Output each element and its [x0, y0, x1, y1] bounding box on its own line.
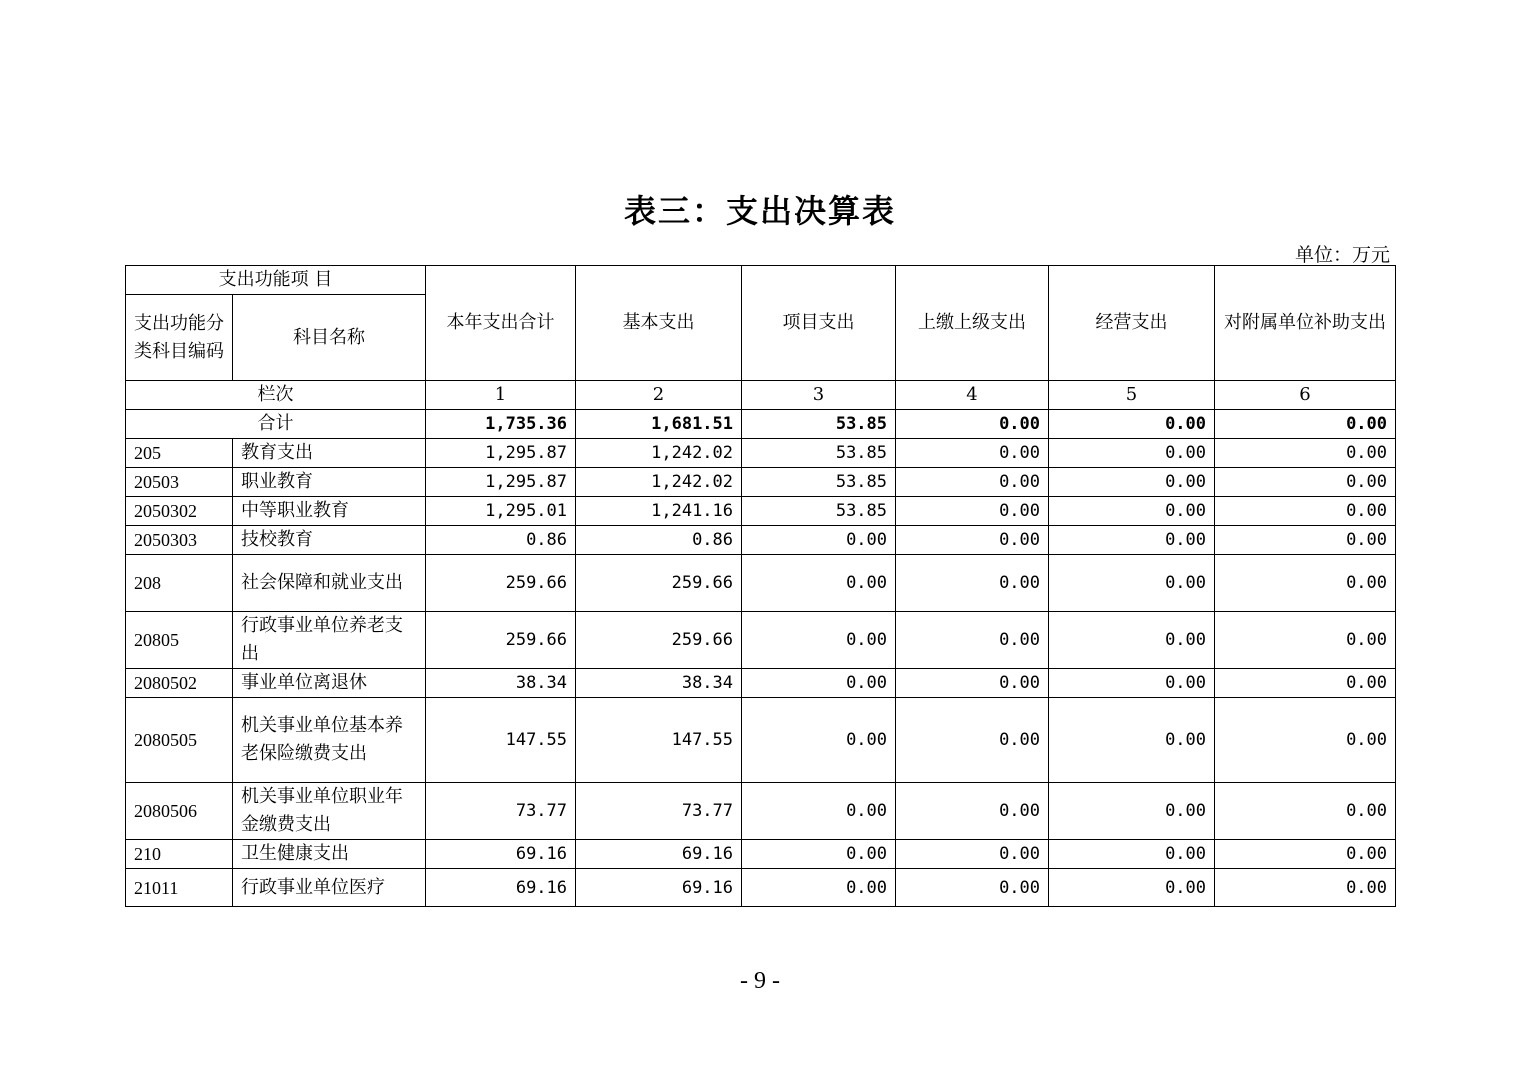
subject-code: 205: [126, 439, 233, 468]
amount-cell: 0.00: [1215, 869, 1396, 907]
total-value: 1,735.36: [426, 410, 576, 439]
amount-cell: 38.34: [576, 669, 742, 698]
amount-cell: 0.86: [426, 526, 576, 555]
amount-cell: 0.86: [576, 526, 742, 555]
name-col-header: 科目名称: [233, 295, 426, 381]
table-row: [126, 669, 1396, 698]
amount-cell: 0.00: [1215, 669, 1396, 698]
row-index-6: 6: [1215, 381, 1396, 410]
function-item-header: 支出功能项 目: [126, 266, 426, 295]
amount-cell: 0.00: [1215, 468, 1396, 497]
subject-code: 2080506: [126, 783, 233, 840]
amount-cell: 0.00: [742, 669, 896, 698]
subject-code: 208: [126, 555, 233, 612]
amount-cell: 69.16: [576, 869, 742, 907]
amount-cell: 0.00: [1049, 869, 1215, 907]
row-index-row: [126, 381, 1396, 410]
subject-code: 2080502: [126, 669, 233, 698]
subject-name: 中等职业教育: [233, 497, 426, 526]
amount-cell: 0.00: [896, 783, 1049, 840]
amount-cell: 73.77: [426, 783, 576, 840]
amount-cell: 0.00: [1215, 783, 1396, 840]
amount-cell: 0.00: [896, 526, 1049, 555]
amount-cell: 0.00: [896, 869, 1049, 907]
subject-name: 职业教育: [233, 468, 426, 497]
amount-cell: 0.00: [1049, 840, 1215, 869]
row-index-1: 1: [426, 381, 576, 410]
subject-code: 2050303: [126, 526, 233, 555]
amount-cell: 0.00: [896, 497, 1049, 526]
amount-cell: 0.00: [1049, 497, 1215, 526]
amount-cell: 0.00: [742, 526, 896, 555]
amount-cell: 1,295.01: [426, 497, 576, 526]
amount-cell: 0.00: [896, 468, 1049, 497]
code-col-header: 支出功能分类科目编码: [126, 295, 233, 381]
row-index-label: 栏次: [126, 381, 426, 410]
table-row: [126, 698, 1396, 783]
unit-label: 单位：万元: [1294, 244, 1390, 266]
amount-cell: 0.00: [896, 439, 1049, 468]
amount-cell: 0.00: [742, 869, 896, 907]
amount-cell: 259.66: [576, 612, 742, 669]
amount-cell: 0.00: [1215, 439, 1396, 468]
subject-code: 20805: [126, 612, 233, 669]
subject-code: 210: [126, 840, 233, 869]
amount-cell: 73.77: [576, 783, 742, 840]
row-index-3: 3: [742, 381, 896, 410]
page-number: - 9 -: [740, 968, 780, 994]
amount-cell: 0.00: [1215, 612, 1396, 669]
table-row: [126, 869, 1396, 907]
col-header-project: 项目支出: [742, 266, 896, 381]
subject-name: 机关事业单位职业年金缴费支出: [233, 783, 426, 840]
amount-cell: 0.00: [1049, 526, 1215, 555]
amount-cell: 53.85: [742, 439, 896, 468]
amount-cell: 0.00: [896, 612, 1049, 669]
amount-cell: 0.00: [742, 698, 896, 783]
amount-cell: 1,242.02: [576, 468, 742, 497]
subject-name: 教育支出: [233, 439, 426, 468]
table-row: [126, 783, 1396, 840]
amount-cell: 0.00: [1215, 840, 1396, 869]
row-index-4: 4: [896, 381, 1049, 410]
amount-cell: 1,295.87: [426, 468, 576, 497]
page-title: 表三：支出决算表: [623, 192, 896, 230]
header-row-top: [126, 266, 1396, 295]
total-label: 合计: [126, 410, 426, 439]
amount-cell: 0.00: [742, 555, 896, 612]
amount-cell: 0.00: [742, 840, 896, 869]
amount-cell: 0.00: [896, 669, 1049, 698]
amount-cell: 259.66: [576, 555, 742, 612]
table-row: [126, 840, 1396, 869]
amount-cell: 69.16: [426, 869, 576, 907]
amount-cell: 0.00: [742, 612, 896, 669]
amount-cell: 69.16: [426, 840, 576, 869]
row-index-5: 5: [1049, 381, 1215, 410]
subject-name: 卫生健康支出: [233, 840, 426, 869]
amount-cell: 53.85: [742, 497, 896, 526]
amount-cell: 0.00: [1215, 497, 1396, 526]
subject-code: 21011: [126, 869, 233, 907]
amount-cell: 259.66: [426, 555, 576, 612]
subject-name: 机关事业单位基本养老保险缴费支出: [233, 698, 426, 783]
total-value: 53.85: [742, 410, 896, 439]
amount-cell: 0.00: [1049, 468, 1215, 497]
amount-cell: 147.55: [576, 698, 742, 783]
amount-cell: 69.16: [576, 840, 742, 869]
amount-cell: 1,241.16: [576, 497, 742, 526]
subject-name: 事业单位离退休: [233, 669, 426, 698]
subject-name: 社会保障和就业支出: [233, 555, 426, 612]
amount-cell: 0.00: [1049, 612, 1215, 669]
amount-cell: 0.00: [1049, 669, 1215, 698]
amount-cell: 0.00: [1049, 555, 1215, 612]
amount-cell: 1,295.87: [426, 439, 576, 468]
total-value: 1,681.51: [576, 410, 742, 439]
col-header-subsidy: 对附属单位补助支出: [1215, 266, 1396, 381]
amount-cell: 147.55: [426, 698, 576, 783]
col-header-total: 本年支出合计: [426, 266, 576, 381]
amount-cell: 1,242.02: [576, 439, 742, 468]
total-row: [126, 410, 1396, 439]
amount-cell: 53.85: [742, 468, 896, 497]
subject-name: 行政事业单位养老支出: [233, 612, 426, 669]
col-header-remit: 上缴上级支出: [896, 266, 1049, 381]
total-value: 0.00: [1049, 410, 1215, 439]
table-row: [126, 612, 1396, 669]
subject-code: 20503: [126, 468, 233, 497]
amount-cell: 0.00: [1049, 783, 1215, 840]
amount-cell: 0.00: [1215, 698, 1396, 783]
col-header-operating: 经营支出: [1049, 266, 1215, 381]
subject-name: 行政事业单位医疗: [233, 869, 426, 907]
subject-name: 技校教育: [233, 526, 426, 555]
table-row: [126, 439, 1396, 468]
table-row: [126, 497, 1396, 526]
col-header-basic: 基本支出: [576, 266, 742, 381]
total-value: 0.00: [1215, 410, 1396, 439]
total-value: 0.00: [896, 410, 1049, 439]
amount-cell: 0.00: [1215, 555, 1396, 612]
amount-cell: 0.00: [896, 698, 1049, 783]
amount-cell: 0.00: [742, 783, 896, 840]
amount-cell: 259.66: [426, 612, 576, 669]
amount-cell: 0.00: [1215, 526, 1396, 555]
subject-code: 2050302: [126, 497, 233, 526]
amount-cell: 0.00: [896, 840, 1049, 869]
amount-cell: 0.00: [1049, 439, 1215, 468]
amount-cell: 38.34: [426, 669, 576, 698]
expense-table: [125, 265, 1396, 907]
amount-cell: 0.00: [1049, 698, 1215, 783]
subject-code: 2080505: [126, 698, 233, 783]
row-index-2: 2: [576, 381, 742, 410]
amount-cell: 0.00: [896, 555, 1049, 612]
table-row: [126, 555, 1396, 612]
table-row: [126, 468, 1396, 497]
table-row: [126, 526, 1396, 555]
